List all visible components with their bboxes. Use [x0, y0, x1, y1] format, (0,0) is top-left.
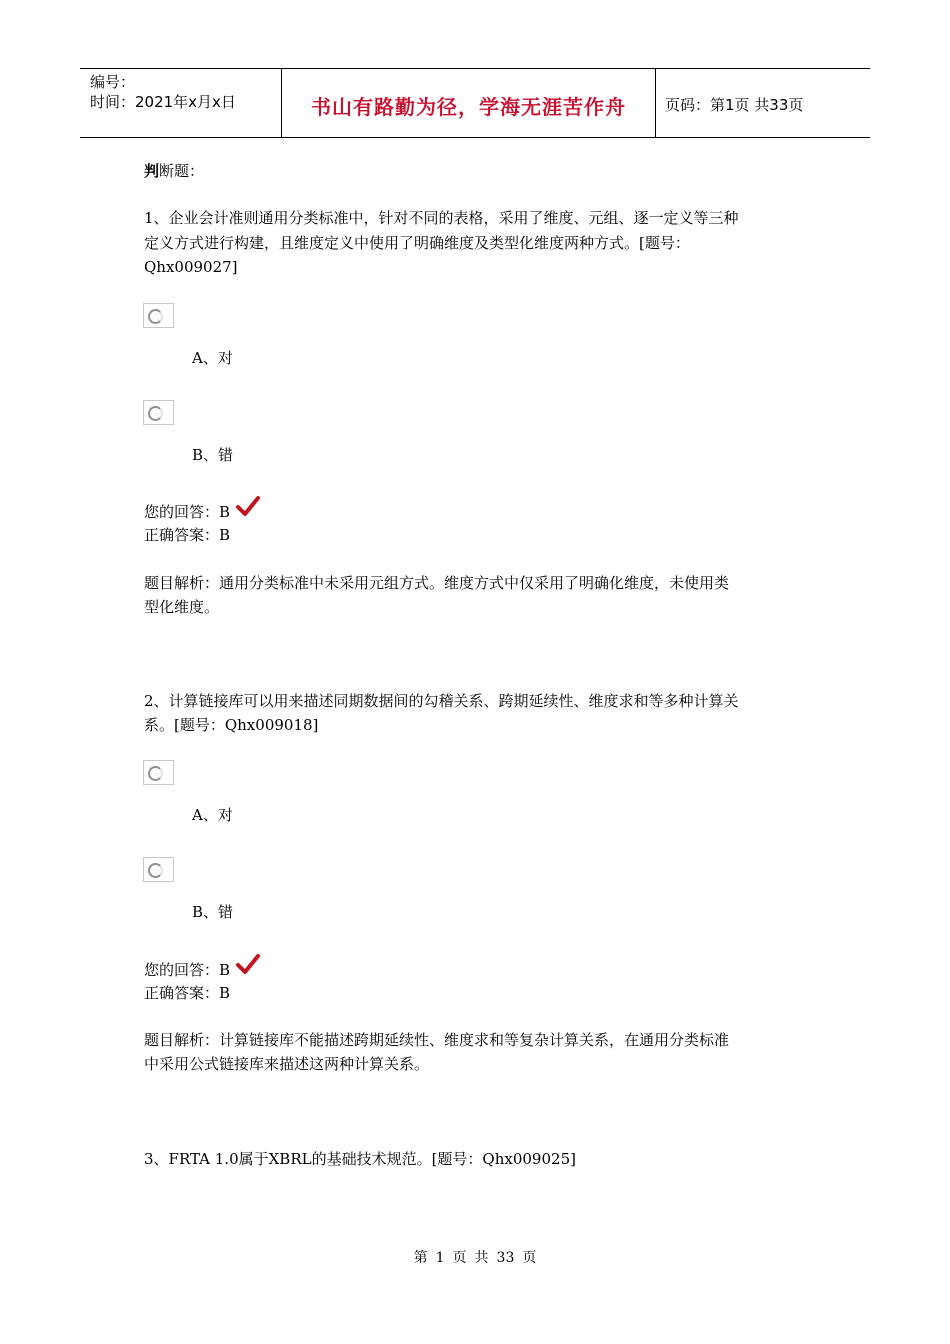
question-1-line-2: 定义方式进行构建，且维度定义中使用了明确维度及类型化维度两种方式。[题号： [144, 234, 690, 252]
question-2-line-2: 系。[题号：Qhx009018] [144, 716, 319, 734]
footer-text: 第 [413, 1250, 428, 1266]
page-footer [0, 1247, 950, 1267]
footer-page-number: 1 [435, 1250, 445, 1266]
question-1-line-1: 1、企业会计准则通用分类标准中，针对不同的表格，采用了维度、元组、逐一定义等三种 [144, 209, 739, 227]
radio-circle-icon [148, 863, 163, 878]
header-middle-cell [281, 69, 656, 137]
footer-text: 页 [522, 1250, 537, 1266]
question-2-option-b-label: B、错 [192, 903, 234, 921]
radio-circle-icon [148, 406, 163, 421]
section-title-rest: 断题： [159, 162, 205, 180]
serial-label: 编号： [90, 73, 136, 91]
section-title-bold: 判 [144, 162, 160, 180]
radio-circle-icon [148, 766, 163, 781]
question-1-option-b-label: B、错 [192, 446, 234, 464]
footer-text: 页 [452, 1250, 467, 1266]
question-2-analysis-line-2: 中采用公式链接库来描述这两种计算关系。 [144, 1055, 430, 1073]
question-1-option-a-radio[interactable] [143, 303, 174, 328]
document-header [80, 68, 870, 138]
motto: 书山有路勤为径，学海无涯苦作舟 [311, 95, 626, 119]
correct-check-icon [236, 496, 260, 516]
page-info: 页码：第1页 共33页 [665, 96, 804, 114]
question-2-option-a-label: A、对 [192, 806, 233, 824]
question-3-line-1: 3、FRTA 1.0属于XBRL的基础技术规范。[题号：Qhx009025] [144, 1150, 576, 1168]
question-1-your-answer: 您的回答：B [144, 503, 231, 521]
question-1-option-a-label: A、对 [192, 349, 233, 367]
footer-total-pages: 33 [496, 1250, 515, 1266]
question-1-line-3: Qhx009027] [144, 258, 238, 276]
question-2-line-1: 2、计算链接库可以用来描述同期数据间的勾稽关系、跨期延续性、维度求和等多种计算关 [144, 692, 739, 710]
question-1-analysis-line-1: 题目解析：通用分类标准中未采用元组方式。维度方式中仅采用了明确化维度，未使用类 [144, 574, 730, 592]
correct-check-icon [236, 954, 260, 974]
radio-circle-icon [148, 309, 163, 324]
question-2-option-a-radio[interactable] [143, 760, 174, 785]
question-2-option-b-radio[interactable] [143, 857, 174, 882]
question-1-option-b-radio[interactable] [143, 400, 174, 425]
question-1-analysis-line-2: 型化维度。 [144, 598, 220, 616]
footer-text: 共 [474, 1250, 489, 1266]
header-right-cell [655, 69, 870, 137]
section-title [144, 160, 204, 183]
date-label: 时间：2021年x月x日 [90, 93, 236, 111]
question-1-correct-answer: 正确答案：B [144, 526, 231, 544]
question-2-analysis-line-1: 题目解析：计算链接库不能描述跨期延续性、维度求和等复杂计算关系，在通用分类标准 [144, 1031, 730, 1049]
header-left-cell [80, 69, 281, 137]
question-2-your-answer: 您的回答：B [144, 961, 231, 979]
question-2-correct-answer: 正确答案：B [144, 984, 231, 1002]
